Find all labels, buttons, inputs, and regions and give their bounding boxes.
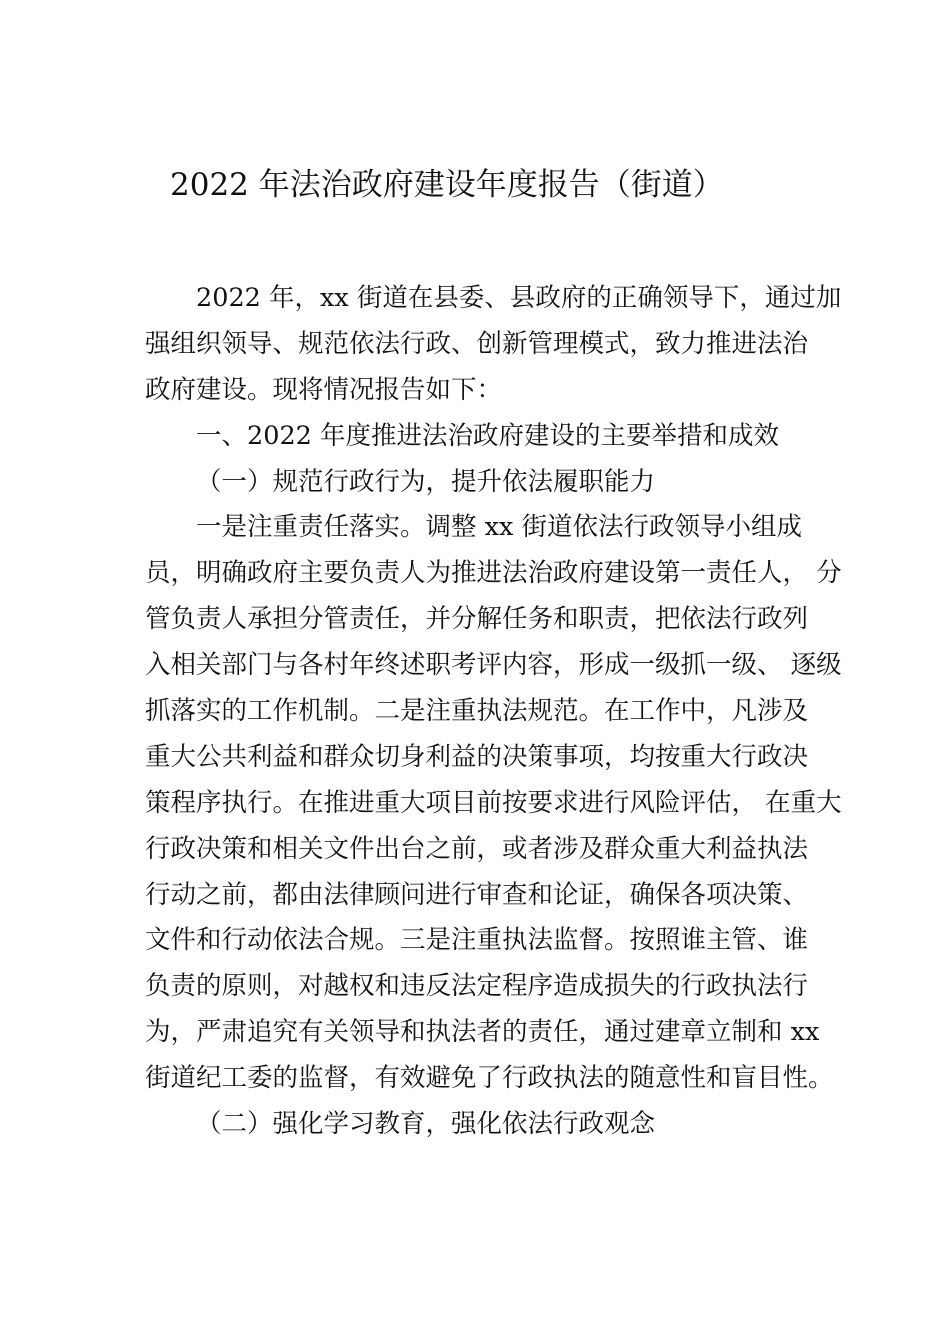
section-heading: 一、2022 年度推进法治政府建设的主要举措和成效 <box>196 420 780 451</box>
paragraph-line: 政府建设。现将情况报告如下： <box>145 374 503 405</box>
paragraph-line: 抓落实的工作机制。二是注重执法规范。在工作中，凡涉及 <box>145 696 809 727</box>
paragraph-line: 入相关部门与各村年终述职考评内容，形成一级抓一级、 逐级 <box>145 650 842 681</box>
paragraph-line: 文件和行动依法合规。三是注重执法监督。按照谁主管、谁 <box>145 925 809 956</box>
document-body <box>145 276 842 1148</box>
paragraph-line: 2022 年，xx 街道在县委、县政府的正确领导下，通过加 <box>196 283 842 313</box>
paragraph-line: 行动之前，都由法律顾问进行审查和论证，确保各项决策、 <box>145 879 809 910</box>
paragraph-line: 负责的原则，对越权和违反法定程序造成损失的行政执法行 <box>145 971 809 1002</box>
paragraph-line: 街道纪工委的监督，有效避免了行政执法的随意性和盲目性。 <box>145 1063 834 1094</box>
paragraph-line: 一是注重责任落实。调整 xx 街道依法行政领导小组成 <box>196 512 802 543</box>
paragraph-line: 员，明确政府主要负责人为推进法治政府建设第一责任人， 分 <box>145 558 842 589</box>
paragraph-line: 管负责人承担分管责任，并分解任务和职责，把依法行政列 <box>145 604 809 635</box>
paragraph-line: 重大公共利益和群众切身利益的决策事项，均按重大行政决 <box>145 741 809 772</box>
paragraph-line: 为，严肃追究有关领导和执法者的责任，通过建章立制和 xx <box>145 1017 820 1048</box>
subsection-heading: （二）强化学习教育，强化依法行政观念 <box>196 1109 656 1140</box>
paragraph-line: 行政决策和相关文件出台之前，或者涉及群众重大利益执法 <box>145 833 809 864</box>
document-title: 2022 年法治政府建设年度报告（街道） <box>170 167 724 203</box>
paragraph-line: 策程序执行。在推进重大项目前按要求进行风险评估， 在重大 <box>145 787 842 818</box>
paragraph-line: 强组织领导、规范依法行政、创新管理模式，致力推进法治 <box>145 328 809 359</box>
subsection-heading: （一）规范行政行为，提升依法履职能力 <box>196 466 656 497</box>
